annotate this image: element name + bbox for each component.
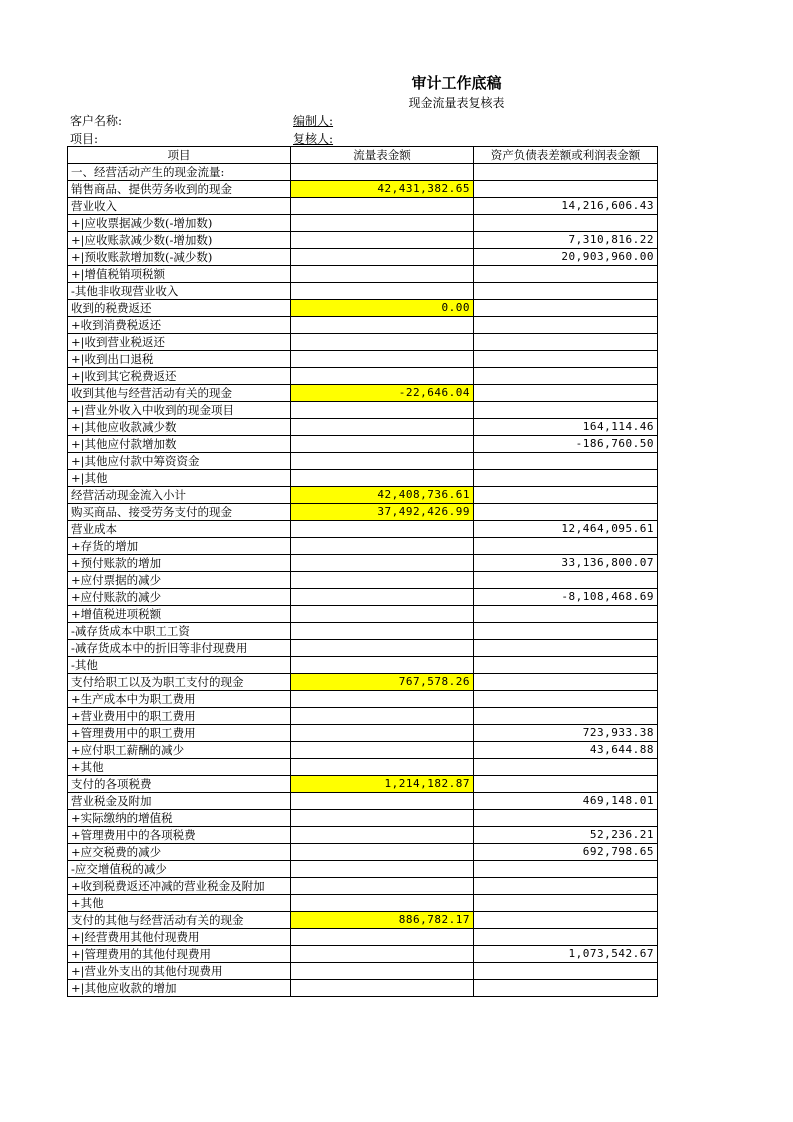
flow-amount-cell[interactable] <box>291 470 474 487</box>
flow-amount-cell[interactable] <box>291 623 474 640</box>
item-cell[interactable]: +|其他应收款的增加 <box>68 980 291 997</box>
balance-amount-cell[interactable] <box>474 164 658 181</box>
balance-amount-cell[interactable] <box>474 487 658 504</box>
flow-amount-cell[interactable] <box>291 606 474 623</box>
item-cell[interactable]: +收到消费税返还 <box>68 317 291 334</box>
table-row <box>68 725 658 742</box>
table-row <box>68 402 658 419</box>
table-body <box>68 164 658 997</box>
table-row <box>68 674 658 691</box>
balance-amount-cell[interactable]: 723,933.38 <box>474 725 658 742</box>
balance-amount-cell[interactable] <box>474 538 658 555</box>
balance-amount-cell[interactable]: 52,236.21 <box>474 827 658 844</box>
balance-amount-cell[interactable] <box>474 861 658 878</box>
flow-amount-cell[interactable]: 42,408,736.61 <box>291 487 474 504</box>
flow-amount-cell[interactable] <box>291 708 474 725</box>
table-row <box>68 980 658 997</box>
flow-amount-cell[interactable] <box>291 266 474 283</box>
balance-amount-cell[interactable]: 164,114.46 <box>474 419 658 436</box>
balance-amount-cell[interactable]: -8,108,468.69 <box>474 589 658 606</box>
table-row <box>68 640 658 657</box>
table-row <box>68 487 658 504</box>
item-cell[interactable]: +营业费用中的职工费用 <box>68 708 291 725</box>
balance-amount-cell[interactable] <box>474 657 658 674</box>
flow-amount-cell[interactable]: -22,646.04 <box>291 385 474 402</box>
table-row <box>68 164 658 181</box>
table-row <box>68 844 658 861</box>
item-cell[interactable]: +|营业外支出的其他付现费用 <box>68 963 291 980</box>
item-cell[interactable]: +|收到营业税返还 <box>68 334 291 351</box>
item-cell[interactable]: +|经营费用其他付现费用 <box>68 929 291 946</box>
balance-amount-cell[interactable] <box>474 912 658 929</box>
item-cell[interactable]: -其他非收现营业收入 <box>68 283 291 300</box>
item-cell[interactable]: +|收到其它税费返还 <box>68 368 291 385</box>
table-row <box>68 249 658 266</box>
item-cell[interactable]: -减存货成本中的折旧等非付现费用 <box>68 640 291 657</box>
flow-amount-cell[interactable] <box>291 691 474 708</box>
client-name-label: 客户名称: <box>70 114 123 128</box>
balance-amount-cell[interactable]: 14,216,606.43 <box>474 198 658 215</box>
balance-amount-cell[interactable] <box>474 606 658 623</box>
reviewer-label: 复核人: <box>293 132 334 146</box>
table-row <box>68 810 658 827</box>
table-row <box>68 351 658 368</box>
flow-amount-cell[interactable]: 1,214,182.87 <box>291 776 474 793</box>
table-row <box>68 504 658 521</box>
flow-amount-cell[interactable] <box>291 368 474 385</box>
item-cell[interactable]: 购买商品、接受劳务支付的现金 <box>68 504 291 521</box>
flow-amount-cell[interactable] <box>291 521 474 538</box>
table-row <box>68 742 658 759</box>
table-row <box>68 929 658 946</box>
page-subtitle: 现金流量表复核表 <box>408 96 505 110</box>
flow-amount-cell[interactable] <box>291 827 474 844</box>
item-cell[interactable]: +|管理费用的其他付现费用 <box>68 946 291 963</box>
flow-amount-cell[interactable] <box>291 453 474 470</box>
item-cell[interactable]: 营业成本 <box>68 521 291 538</box>
flow-amount-cell[interactable]: 37,492,426.99 <box>291 504 474 521</box>
table-row <box>68 963 658 980</box>
item-cell[interactable]: +|其他应付款增加数 <box>68 436 291 453</box>
balance-amount-cell[interactable] <box>474 759 658 776</box>
balance-amount-cell[interactable] <box>474 623 658 640</box>
balance-amount-cell[interactable]: 12,464,095.61 <box>474 521 658 538</box>
flow-amount-cell[interactable] <box>291 572 474 589</box>
flow-amount-cell[interactable] <box>291 793 474 810</box>
table-row <box>68 215 658 232</box>
item-cell[interactable]: +应交税费的减少 <box>68 844 291 861</box>
table-row <box>68 334 658 351</box>
item-cell[interactable]: 一、经营活动产生的现金流量: <box>68 164 291 181</box>
balance-amount-cell[interactable] <box>474 470 658 487</box>
table-row <box>68 453 658 470</box>
flow-amount-cell[interactable] <box>291 844 474 861</box>
flow-amount-cell[interactable] <box>291 946 474 963</box>
flow-amount-cell[interactable] <box>291 589 474 606</box>
item-cell[interactable]: +|增值税销项税额 <box>68 266 291 283</box>
column-header-item: 项目 <box>68 147 291 164</box>
item-cell[interactable]: 支付的各项税费 <box>68 776 291 793</box>
item-cell[interactable]: +应付账款的减少 <box>68 589 291 606</box>
table-row <box>68 912 658 929</box>
item-cell[interactable]: +预付账款的增加 <box>68 555 291 572</box>
table-row <box>68 419 658 436</box>
cash-flow-review-table <box>67 146 658 997</box>
flow-amount-cell[interactable] <box>291 895 474 912</box>
balance-amount-cell[interactable] <box>474 385 658 402</box>
flow-amount-cell[interactable] <box>291 878 474 895</box>
column-header-balance-amount: 资产负债表差额或利润表金额 <box>474 147 658 164</box>
item-cell[interactable]: 销售商品、提供劳务收到的现金 <box>68 181 291 198</box>
balance-amount-cell[interactable]: 33,136,800.07 <box>474 555 658 572</box>
table-row <box>68 283 658 300</box>
flow-amount-cell[interactable] <box>291 436 474 453</box>
balance-amount-cell[interactable] <box>474 708 658 725</box>
balance-amount-cell[interactable]: 692,798.65 <box>474 844 658 861</box>
table-row <box>68 606 658 623</box>
balance-amount-cell[interactable] <box>474 283 658 300</box>
flow-amount-cell[interactable] <box>291 640 474 657</box>
item-cell[interactable]: 收到的税费返还 <box>68 300 291 317</box>
table-row <box>68 895 658 912</box>
item-cell[interactable]: +|其他应付款中筹资资金 <box>68 453 291 470</box>
flow-amount-cell[interactable] <box>291 334 474 351</box>
balance-amount-cell[interactable] <box>474 810 658 827</box>
flow-amount-cell[interactable] <box>291 164 474 181</box>
flow-amount-cell[interactable] <box>291 657 474 674</box>
flow-amount-cell[interactable]: 767,578.26 <box>291 674 474 691</box>
table-row <box>68 198 658 215</box>
flow-amount-cell[interactable] <box>291 198 474 215</box>
flow-amount-cell[interactable] <box>291 555 474 572</box>
item-cell[interactable]: +生产成本中为职工费用 <box>68 691 291 708</box>
flow-amount-cell[interactable] <box>291 742 474 759</box>
balance-amount-cell[interactable] <box>474 453 658 470</box>
balance-amount-cell[interactable] <box>474 317 658 334</box>
item-cell[interactable]: +|应收票据减少数(-增加数) <box>68 215 291 232</box>
flow-amount-cell[interactable] <box>291 929 474 946</box>
table-row <box>68 470 658 487</box>
flow-amount-cell[interactable]: 0.00 <box>291 300 474 317</box>
balance-amount-cell[interactable] <box>474 674 658 691</box>
flow-amount-cell[interactable] <box>291 980 474 997</box>
balance-amount-cell[interactable]: 7,310,816.22 <box>474 232 658 249</box>
item-cell[interactable]: +应付票据的减少 <box>68 572 291 589</box>
item-cell[interactable]: +其他 <box>68 759 291 776</box>
item-cell[interactable]: +|其他 <box>68 470 291 487</box>
flow-amount-cell[interactable] <box>291 215 474 232</box>
balance-amount-cell[interactable] <box>474 963 658 980</box>
item-cell[interactable]: +|应收账款减少数(-增加数) <box>68 232 291 249</box>
balance-amount-cell[interactable] <box>474 504 658 521</box>
item-cell[interactable]: +收到税费返还冲减的营业税金及附加 <box>68 878 291 895</box>
flow-amount-cell[interactable] <box>291 402 474 419</box>
table-row <box>68 181 658 198</box>
preparer-label: 编制人: <box>293 114 334 128</box>
table-row <box>68 436 658 453</box>
balance-amount-cell[interactable] <box>474 368 658 385</box>
balance-amount-cell[interactable]: 20,903,960.00 <box>474 249 658 266</box>
flow-amount-cell[interactable] <box>291 351 474 368</box>
item-cell[interactable]: 营业税金及附加 <box>68 793 291 810</box>
item-cell[interactable]: +管理费用中的各项税费 <box>68 827 291 844</box>
item-cell[interactable]: 收到其他与经营活动有关的现金 <box>68 385 291 402</box>
table-row <box>68 827 658 844</box>
flow-amount-cell[interactable] <box>291 759 474 776</box>
item-cell[interactable]: +存货的增加 <box>68 538 291 555</box>
item-cell[interactable]: 支付的其他与经营活动有关的现金 <box>68 912 291 929</box>
table-row <box>68 776 658 793</box>
table-row <box>68 300 658 317</box>
table-row <box>68 691 658 708</box>
flow-amount-cell[interactable] <box>291 283 474 300</box>
item-cell[interactable]: 支付给职工以及为职工支付的现金 <box>68 674 291 691</box>
table-row <box>68 538 658 555</box>
item-cell[interactable]: -其他 <box>68 657 291 674</box>
balance-amount-cell[interactable] <box>474 181 658 198</box>
item-cell[interactable]: 营业收入 <box>68 198 291 215</box>
balance-amount-cell[interactable] <box>474 691 658 708</box>
item-cell[interactable]: +|营业外收入中收到的现金项目 <box>68 402 291 419</box>
flow-amount-cell[interactable] <box>291 317 474 334</box>
balance-amount-cell[interactable]: 469,148.01 <box>474 793 658 810</box>
balance-amount-cell[interactable]: 1,073,542.67 <box>474 946 658 963</box>
flow-amount-cell[interactable] <box>291 538 474 555</box>
table-header-row <box>68 147 658 164</box>
balance-amount-cell[interactable] <box>474 572 658 589</box>
balance-amount-cell[interactable] <box>474 334 658 351</box>
flow-amount-cell[interactable] <box>291 419 474 436</box>
table-row <box>68 555 658 572</box>
flow-amount-cell[interactable] <box>291 810 474 827</box>
item-cell[interactable]: -减存货成本中职工工资 <box>68 623 291 640</box>
balance-amount-cell[interactable] <box>474 878 658 895</box>
table-row <box>68 878 658 895</box>
item-cell[interactable]: +管理费用中的职工费用 <box>68 725 291 742</box>
flow-amount-cell[interactable]: 886,782.17 <box>291 912 474 929</box>
balance-amount-cell[interactable] <box>474 402 658 419</box>
table-row <box>68 759 658 776</box>
table-row <box>68 572 658 589</box>
item-cell[interactable]: 经营活动现金流入小计 <box>68 487 291 504</box>
balance-amount-cell[interactable] <box>474 215 658 232</box>
item-cell[interactable]: +|预收账款增加数(-减少数) <box>68 249 291 266</box>
balance-amount-cell[interactable] <box>474 300 658 317</box>
balance-amount-cell[interactable] <box>474 266 658 283</box>
page-title: 审计工作底稿 <box>411 74 502 92</box>
table-row <box>68 232 658 249</box>
flow-amount-cell[interactable] <box>291 861 474 878</box>
table-row <box>68 266 658 283</box>
table-row <box>68 623 658 640</box>
item-cell[interactable]: +应付职工薪酬的减少 <box>68 742 291 759</box>
table-row <box>68 317 658 334</box>
table-row <box>68 946 658 963</box>
flow-amount-cell[interactable]: 42,431,382.65 <box>291 181 474 198</box>
balance-amount-cell[interactable] <box>474 640 658 657</box>
item-cell[interactable]: -应交增值税的减少 <box>68 861 291 878</box>
table-row <box>68 589 658 606</box>
table-row <box>68 793 658 810</box>
balance-amount-cell[interactable]: -186,760.50 <box>474 436 658 453</box>
table-row <box>68 521 658 538</box>
flow-amount-cell[interactable] <box>291 725 474 742</box>
item-cell[interactable]: +|收到出口退税 <box>68 351 291 368</box>
balance-amount-cell[interactable] <box>474 980 658 997</box>
column-header-flow-amount: 流量表金额 <box>291 147 474 164</box>
item-cell[interactable]: +实际缴纳的增值税 <box>68 810 291 827</box>
item-cell[interactable]: +|其他应收款减少数 <box>68 419 291 436</box>
flow-amount-cell[interactable] <box>291 232 474 249</box>
flow-amount-cell[interactable] <box>291 963 474 980</box>
balance-amount-cell[interactable] <box>474 776 658 793</box>
item-cell[interactable]: +其他 <box>68 895 291 912</box>
table-row <box>68 385 658 402</box>
table-row <box>68 708 658 725</box>
table-row <box>68 861 658 878</box>
balance-amount-cell[interactable] <box>474 895 658 912</box>
balance-amount-cell[interactable]: 43,644.88 <box>474 742 658 759</box>
balance-amount-cell[interactable] <box>474 351 658 368</box>
table-row <box>68 657 658 674</box>
balance-amount-cell[interactable] <box>474 929 658 946</box>
flow-amount-cell[interactable] <box>291 249 474 266</box>
item-label: 项目: <box>70 132 99 146</box>
table-row <box>68 368 658 385</box>
item-cell[interactable]: +增值税进项税额 <box>68 606 291 623</box>
